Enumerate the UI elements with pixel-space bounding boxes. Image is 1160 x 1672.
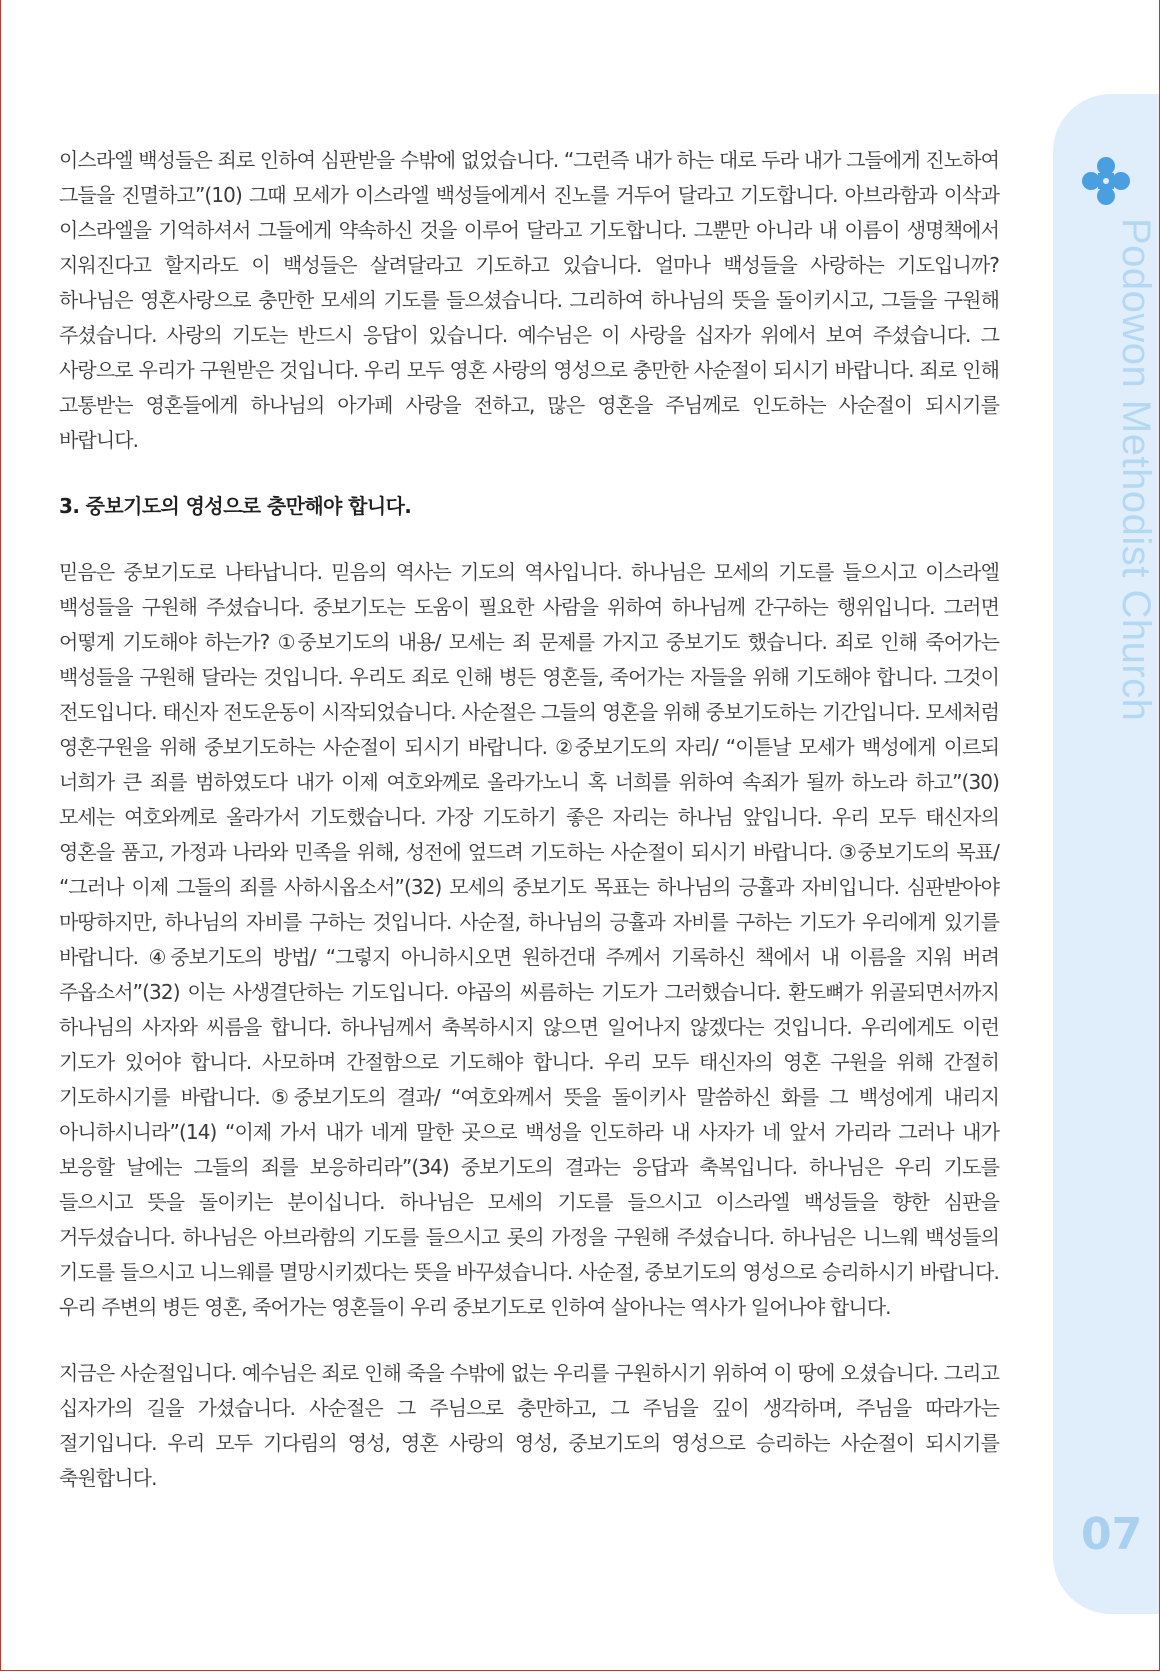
section-heading: 3. 중보기도의 영성으로 충만해야 합니다.: [59, 494, 412, 518]
main-content: [59, 143, 999, 1496]
cross-icon: [1081, 156, 1131, 206]
paragraph-2: 믿음은 중보기도로 나타납니다. 믿음의 역사는 기도의 역사입니다. 하나님은 모세의 기도를 들으시고 이스라엘 백성들을 구원해 주셨습니다. 중보기도는 도움이 필요한 사람을 위하여 하나님께 간구하는 행위입니다. 그러면 어떻게 기도해야 하는가? ①중보기도의 내용/ 모세는 죄 문제를 가지고 중보기도 했습니다. 죄로 인해 죽어가는 백성들을 구원해 달라는 것입니다. 우리도 죄로 인해 병든 영혼들, 죽어가는 자들을 위해 기도해야 합니다. 그것이 전도입니다. 태신자 전도운동이 시작되었습니다. 사순절은 그들의 영혼을 위해 중보기도하는 기간입니다. 모세처럼 영혼구원을 위해 중보기도하는 사순절이 되시기 바랍니다. ②중보기도의 자리/ “이튿날 모세가 백성에게 이르되 너희가 큰 죄를 범하였도다 내가 이제 여호와께로 올라가노니 혹 너희를 위하여 속죄가 될까 하노라 하고”(30) 모세는 여호와께로 올라가서 기도했습니다. 가장 기도하기 좋은 자리는 하나님 앞입니다. 우리 모두 태신자의 영혼을 품고, 가정과 나라와 민족을 위해, 성전에 엎드려 기도하는 사순절이 되시기 바랍니다. ③중보기도의 목표/ “그러나 이제 그들의 죄를 사하시옵소서”(32) 모세의 중보기도 목표는 하나님의 긍휼과 자비입니다. 심판받아야 마땅하지만, 하나님의 자비를 구하는 것입니다. 사순절, 하나님의 긍휼과 자비를 구하는 기도가 우리에게 있기를 바랍니다. ④중보기도의 방법/ “그렇지 아니하시오면 원하건대 주께서 기록하신 책에서 내 이름을 지워 버려 주옵소서”(32) 이는 사생결단하는 기도입니다. 야곱의 씨름하는 기도가 그러했습니다. 환도뼈가 위골되면서까지 하나님의 사자와 씨름을 합니다. 하나님께서 축복하시지 않으면 일어나지 않겠다는 것입니다. 우리에게도 이런 기도가 있어야 합니다. 사모하며 간절함으로 기도해야 합니다. 우리 모두 태신자의 영혼 구원을 위해 간절히 기도하시기를 바랍니다. ⑤중보기도의 결과/ “여호와께서 뜻을 돌이키사 말씀하신 화를 그 백성에게 내리지 아니하시니라”(14) “이제 가서 내가 네게 말한 곳으로 백성을 인도하라 내 사자가 네 앞서 가리라 그러나 내가 보응할 날에는 그들의 죄를 보응하리라”(34) 중보기도의 결과는 응답과 축복입니다. 하나님은 우리 기도를 들으시고 뜻을 돌이키는 분이십니다. 하나님은 모세의 기도를 들으시고 이스라엘 백성들을 향한 심판을 거두셨습니다. 하나님은 아브라함의 기도를 들으시고 롯의 가정을 구원해 주셨습니다. 하나님은 니느웨 백성들의 기도를 들으시고 니느웨를 멸망시키겠다는 뜻을 바꾸셨습니다. 사순절, 중보기도의 영성으로 승리하시기 바랍니다. 우리 주변의 병든 영혼, 죽어가는 영혼들이 우리 중보기도로 인하여 살아나는 역사가 일어나야 합니다.: [59, 560, 999, 1319]
paragraph-1: 이스라엘 백성들은 죄로 인하여 심판받을 수밖에 없었습니다. “그런즉 내가 하는 대로 두라 내가 그들에게 진노하여 그들을 진멸하고”(10) 그때 모세가 이스라엘 백성들에게서 진노를 거두어 달라고 기도합니다. 아브라함과 이삭과 이스라엘을 기억하셔서 그들에게 약속하신 것을 이루어 달라고 기도합니다. 그뿐만 아니라 내 이름이 생명책에서 지워진다고 할지라도 이 백성들은 살려달라고 기도하고 있습니다. 얼마나 백성들을 사랑하는 기도입니까? 하나님은 영혼사랑으로 충만한 모세의 기도를 들으셨습니다. 그리하여 하나님의 뜻을 돌이키시고, 그들을 구원해 주셨습니다. 사랑의 기도는 반드시 응답이 있습니다. 예수님은 이 사랑을 십자가 위에서 보여 주셨습니다. 그 사랑으로 우리가 구원받은 것입니다. 우리 모두 영혼 사랑의 영성으로 충만한 사순절이 되시기 바랍니다. 죄로 인해 고통받는 영혼들에게 하나님의 아가페 사랑을 전하고, 많은 영혼을 주님께로 인도하는 사순절이 되시기를 바랍니다.: [59, 148, 999, 452]
church-name: Podowon Methodist Church: [1114, 218, 1158, 722]
paragraph-3: 지금은 사순절입니다. 예수님은 죄로 인해 죽을 수밖에 없는 우리를 구원하시기 위하여 이 땅에 오셨습니다. 그리고 십자가의 길을 가셨습니다. 사순절은 그 주님으로 충만하고, 그 주님을 깊이 생각하며, 주님을 따라가는 절기입니다. 우리 모두 기다림의 영성, 영혼 사랑의 영성, 중보기도의 영성으로 승리하는 사순절이 되시기를 축원합니다.: [59, 1361, 999, 1490]
page-number: 07: [1081, 1509, 1143, 1560]
